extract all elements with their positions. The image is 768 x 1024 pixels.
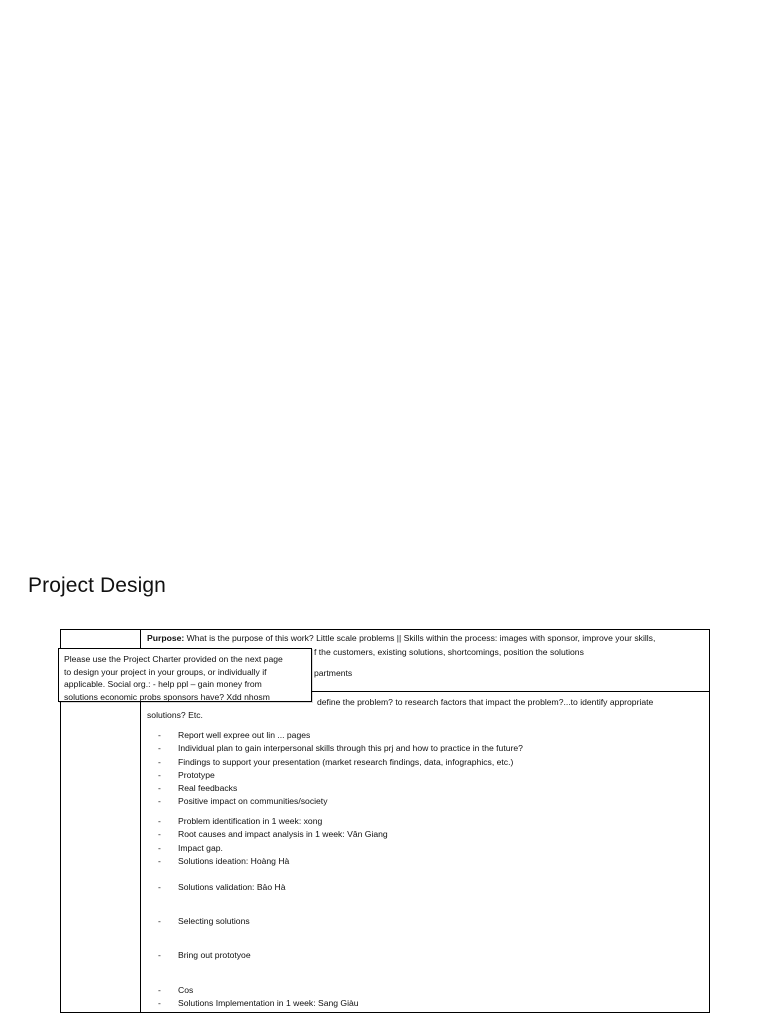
comment-box[interactable] [58, 648, 312, 702]
list-item: - Selecting solutions [158, 916, 250, 926]
list-item: - Solutions Implementation in 1 week: Sang Giàu [158, 998, 359, 1009]
purpose-line-2: f the customers, existing solutions, shortcomings, position the solutions [314, 647, 584, 657]
list-item: - Real feedbacks [158, 783, 238, 794]
comment-line-3: applicable. Social org.: - help ppl – gain money from [64, 679, 262, 690]
comment-line-2: to design your project in your groups, or individually if [64, 666, 267, 677]
implementation-list [158, 984, 359, 1011]
deliverables-intro-line-2: solutions? Etc. [147, 710, 203, 720]
purpose-line-3: partments [314, 668, 353, 678]
list-item: - Solutions ideation: Hoàng Hà [158, 855, 290, 866]
deliverables-intro-line-1: define the problem? to research factors that impact the problem?...to identify appropriate [317, 697, 654, 707]
selecting-item [158, 915, 250, 928]
purpose-line-1: What is the purpose of this work? Little scale problems || Skills within the process: images with sponsor, improve your skills, [184, 633, 656, 643]
list-item: - Solutions validation: Bảo Hà [158, 882, 286, 892]
validation-item [158, 881, 286, 894]
page-title: Project Design [28, 574, 166, 597]
deliverables-list [158, 729, 523, 809]
list-item: - Individual plan to gain interpersonal skills through this prj and how to practice in the future? [158, 743, 523, 754]
list-item: - Root causes and impact analysis in 1 week: Vân Giang [158, 829, 388, 840]
list-item: - Positive impact on communities/society [158, 796, 328, 807]
prototype-item [158, 949, 251, 962]
purpose-label: Purpose: [147, 633, 185, 643]
list-item: - Problem identification in 1 week: xong [158, 816, 323, 826]
comment-line-1: Please use the Project Charter provided on the next page [64, 654, 283, 664]
list-item: - Report well expree out lin ... pages [158, 730, 311, 740]
purpose-text [147, 632, 655, 645]
list-item: - Bring out prototyoe [158, 950, 251, 960]
list-item: - Findings to support your presentation (market research findings, data, infographics, etc.) [158, 756, 514, 767]
list-item: - Prototype [158, 769, 215, 780]
list-item: - Impact gap. [158, 842, 223, 853]
list-item: - Cos [158, 985, 194, 995]
timeline-list [158, 815, 388, 868]
comment-line-4: solutions economic probs sponsors have? Xdd nhosm [64, 691, 270, 702]
